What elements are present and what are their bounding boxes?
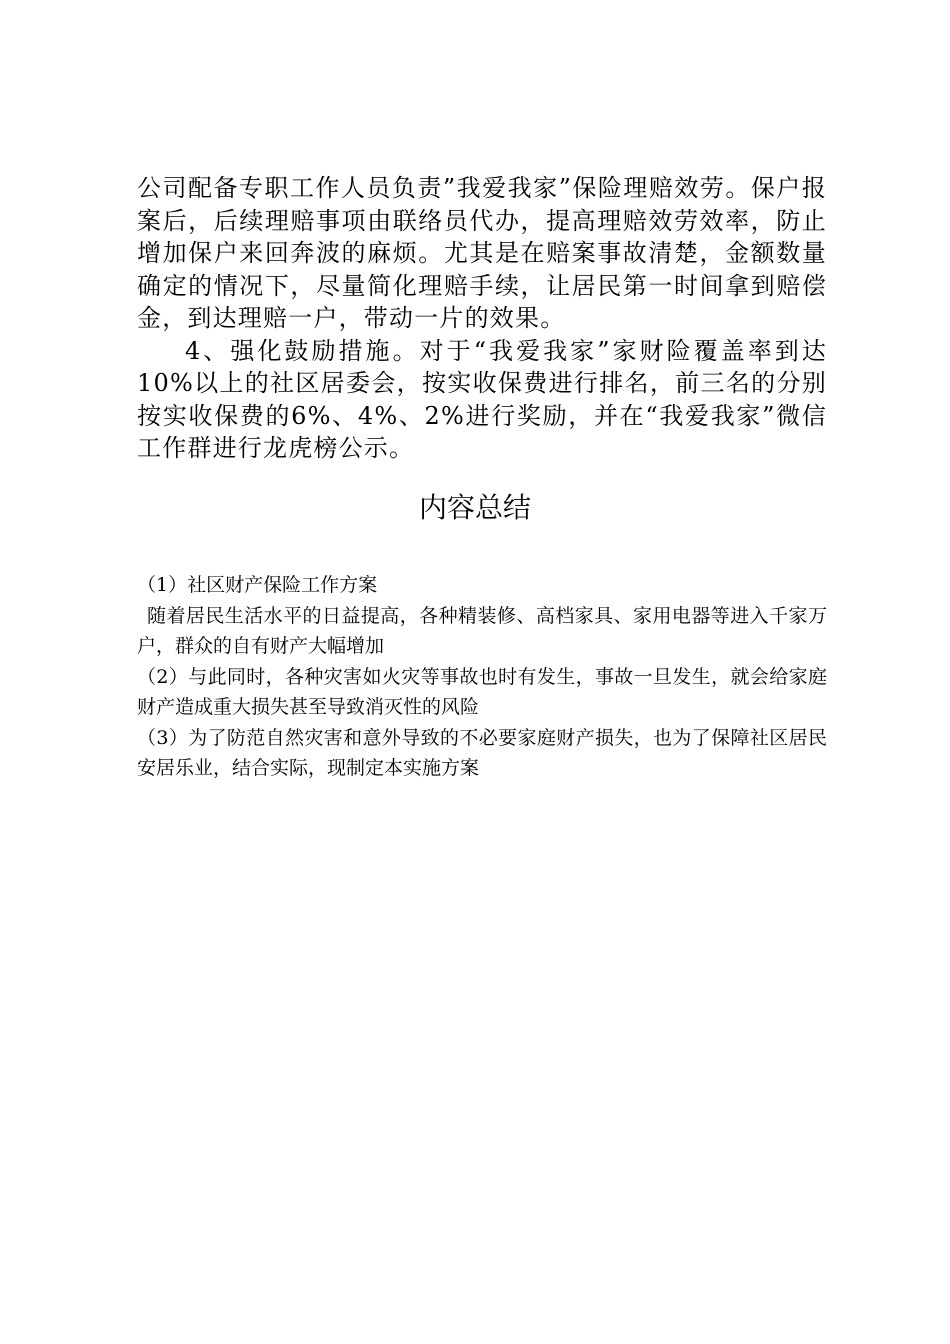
- summary-section: [137, 570, 827, 784]
- body-paragraph-1: 公司配备专职工作人员负责”我爱我家”保险理赔效劳。保户报案后，后续理赔事项由联络员代办，提高理赔效劳效率，防止增加保户来回奔波的麻烦。尤其是在赔案事故清楚，金额数量确定的情况下，尽量简化理赔手续，让居民第一时间拿到赔偿金，到达理赔一户，带动一片的效果。: [137, 174, 827, 332]
- summary-title: 内容总结: [418, 491, 531, 524]
- summary-item-1: （1）社区财产保险工作方案: [137, 574, 378, 596]
- body-paragraph-2: 4、强化鼓励措施。对于“我爱我家”家财险覆盖率到达10%以上的社区居委会，按实收保费进行排名，前三名的分别按实收保费的6%、4%、2%进行奖励，并在“我爱我家”微信工作群进行龙虎榜公示。: [137, 336, 827, 462]
- summary-item-4: （3）为了防范自然灾害和意外导致的不必要家庭财产损失，也为了保障社区居民安居乐业，结合实际，现制定本实施方案: [137, 726, 827, 779]
- body-text: [137, 172, 827, 465]
- summary-item-3: （2）与此同时，各种灾害如火灾等事故也时有发生，事故一旦发生，就会给家庭财产造成重大损失甚至导致消灭性的风险: [137, 665, 827, 718]
- summary-item-2: 随着居民生活水平的日益提高，各种精装修、高档家具、家用电器等进入千家万户，群众的自有财产大幅增加: [137, 604, 827, 657]
